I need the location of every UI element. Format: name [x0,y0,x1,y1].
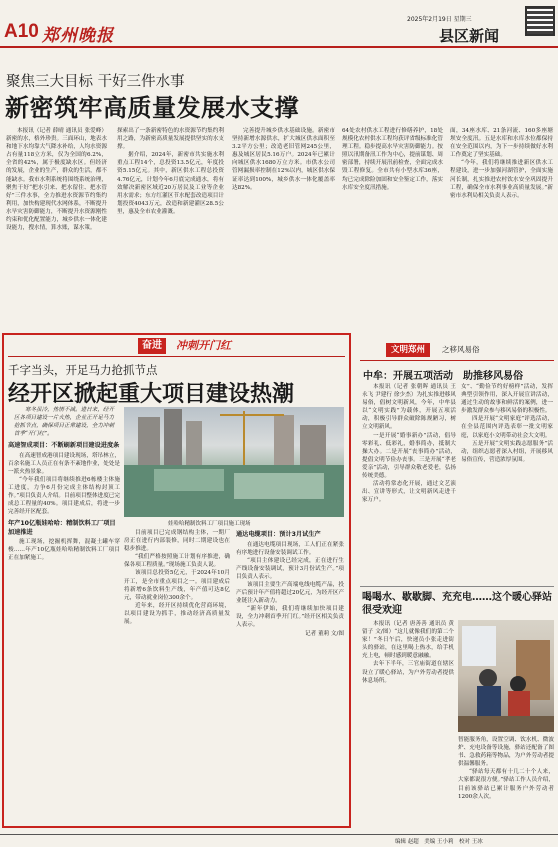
feature-subhead-1: 高速智成项目：不断刷新项目建设进度条 [8,442,120,449]
feature-photo [124,407,344,517]
building [274,415,294,465]
construction-site-photo [124,407,344,517]
story-divider [360,586,554,587]
story1-text: 本报讯（记者 张朝晖 通讯员 王永飞 尹建行 徐少杰）为扎实推进移风易俗，倡树文明新风，今年，中牟县以“文明实践”为载体，开展五项活动，积极引导群众破除陈规陋习，树立文明新风。 [362,384,456,431]
top-story-text: “今年，我们将继续推进新区供水工程建设，进一步加强河湖管护，全面实施河长制，扎实推进农村饮水安全巩固提升工程，确保全市水利事业高质量发展。”新密市水利局相关负责人表示。 [450,160,553,199]
person [510,676,526,692]
column-rule [360,360,554,361]
top-story-text: 64处农村供水工程进行修缮养护，18处规模化农村供水工程均获评省级标准化管理工程。稳步提高水旱灾害防御能力。按照以汛期备汛工作为中心，提前谋划、周密部署，持续开展汛前检查，全面完成水毁工程修复。全市共有小型水库36座，均已完成除险加固和安全鉴定工作，落实水库安全度汛措施。 [342,128,443,191]
feature-banner [138,338,280,354]
story2-col-1 [362,620,454,825]
column-banner [386,343,506,357]
building [186,421,202,465]
feature-text: 该项目总投资5亿元，于2024年10月开工，是全市重点项目之一。项目建成后将新增6条饮料生产线，年产值可达8亿元，带动就业岗位300余个。 [124,570,230,601]
building [138,417,160,465]
story1-headline: 中牟：开展五项活动 助推移风易俗 [363,371,523,382]
building [300,425,326,465]
story1-text: 五是开展“文明实践志愿服务”活动，组织志愿者深入村组，开展移风易俗宣传，营造浓厚氛围。 [461,440,553,463]
top-story-text: 完善提升城乡供水基础设施。新密市坚持新增水源供水，扩大城区供水面积至3.2平方公里；改造老旧管网245公里，惠及城区居民5.16万户。2024年已累计向城区供水1680万立方米。市供水公司管网漏损率控制在12%以内，城区供水保证率达到100%，城乡供水一体化覆盖率达82%。 [232,128,335,191]
banner-title: 冲刺开门红 [176,339,231,352]
story1-text: 一是开展“婚事新办”活动，倡导零彩礼、低彩礼，婚事简办，抵制大操大办。二是开展“丧事简办”活动，提倡文明节俭办丧事。三是开展“孝老爱亲”活动，引导群众敬老爱老，弘扬传统美德。 [362,432,456,480]
top-story-col-2 [117,127,224,327]
column-subtitle: 之移风易俗 [442,345,480,354]
newspaper-logo: 郑州晚报 [42,26,114,46]
window [462,626,496,666]
story1-text: 四是开展“文明家庭”评选活动，在全县范围内评选表彰一批文明家庭，以家庭小文明带动社会大文明。 [461,416,553,439]
banner-badge: 奋进 [138,338,166,354]
top-story-col-1 [6,127,107,327]
site-structure [234,473,324,499]
feature-text: 近年来，经开区持续优化营商环境，以项目建设为抓手，推动经济高质量发展。 [124,602,230,626]
story2-photo [458,620,554,732]
feature-text: 在高速智成港项目建设现场，塔吊林立，百余名施工人员正在有条不紊地作业，处处是一派火热景象。 [8,452,120,475]
top-story-text: 据介绍，2024年，新密市共实施水利重点工程14个，总投资13.5亿元，年度投资5.15亿元。其中，新区供水工程总投资4.76亿元，计划今年6月底完成通水，将有效解决新密区域近20万居民及工业等企业用水需求；东方红灌区节水配套改造项目计划投资4043万元，改造和新建灌区28.5公里，惠及全市农业灌溉。 [117,152,224,215]
feature-col-1 [8,406,120,824]
banner-rule [8,356,345,357]
top-story-col-4 [342,127,443,327]
section-title: 县区新闻 [439,27,500,45]
warm-station-photo [458,620,554,732]
feature-text: 目前项目已完成钢结构主体，一期厂房正在进行内部装修，同时二期建设也在稳步推进。 [124,530,230,553]
story2-text: 去年下半年，三官庙街道在辖区设立了暖心驿站，为户外劳动者提供休息场所。 [362,661,454,684]
feature-headline: 经开区掀起重大项目建设热潮 [8,381,295,407]
feature-subhead-2: 年产10亿瓶娃哈哈：精制饮料工厂项目加速推进 [8,520,116,536]
top-story-col-5 [450,127,553,327]
top-story-text: 本报讯（记者 薛晴 通讯员 张爱峰）新密的水，格外珍贵。三面环山，地表水和地下水均靠大气降水补给，人均水资源占有量118立方米，仅为全国的6.2%，全省的42%，属于极度缺水区。但经济的发展，企业的生产，群众的生活，都不能缺水。我市水利系统将围绕系统治理，聚焦干好“把水引来、把水留住、把水管好”三件水事，全力推进水资源节约集约利用，加快构建现代水网体系，不断提升水旱灾害防御能力，不断提升水资源刚性约束和优化配置能力，城乡供水一体化建设能力，搜水情，算水账，谋水策。 [6,128,107,232]
column-title: 文明郑州 [386,343,430,357]
top-story-col-3 [232,127,335,327]
feature-text: “新年伊始，我们将继续加快项目建设，全力冲刺首季开门红。”经开区相关负责人表示。 [236,606,344,629]
feature-byline: 记者 董莉 文/图 [304,630,344,637]
top-story-text: 探索出了一条新密特色的水资源节约集约利用之路，为新密高质量发展提供坚实的水支撑。 [117,128,224,151]
date-line: 2025年2月19日 星期三 [407,16,472,23]
story2-col-2 [458,736,554,826]
feature-col-3 [236,529,344,824]
story1-text: 活动将常态化开展，通过文艺演出、宣讲等形式，让文明新风走进千家万户。 [362,481,456,504]
table [458,716,554,732]
feature-lead: 寒冬虽冷，热情不减。进日来，经开区各项目建设一片火热，企业正开足马力抢抓节点，确保项目正常建设，全力冲刺首季“开门红”。 [14,407,114,437]
story2-text: 本报讯（记者 唐善善 通讯员 黄留子 文/图）“这儿就像我们的第二个家！”冬日午后，快递员小张走进街头的驿站，在这里喝上热水，给手机充上电，顿时感到暖意融融。 [362,621,454,660]
site-structure [154,469,224,491]
feature-text: “今年我们项目将继续推进6栋楼主体施工进度，力争6月份完成主体结构封顶工作。”项目负责人介绍。目前项目整体进度已完成总工程量的40%。项目建成后，将进一步完善经开区配套。 [8,476,120,516]
feature-subhead-3: 通达电缆项目：预计3月试生产 [236,531,321,538]
feature-col-2 [124,529,230,824]
story1-col-2 [461,383,553,581]
qr-code [525,6,555,36]
page-header [0,0,558,50]
story2-text: “驿站每天都有十几二十个人来，大家都说很方便。”驿站工作人员介绍，目前该驿站已累计服务户外劳动者1200余人次。 [458,769,554,800]
top-story-text: 面，34座水库、21条河流、160多座塘坝安全度汛。五是水库和水库水位都保持在安全范围以内，为下一步持续做好水利工作奠定了坚实基础。 [450,128,553,159]
top-story-headline: 新密筑牢高质量发展水支撑 [5,93,299,122]
header-rule [0,46,558,48]
feature-text: 施工现场，挖掘机挥舞，混凝土罐车穿梭……年产10亿瓶娃哈哈精制饮料工厂项目正在加紧施工。 [8,539,120,562]
top-story-kicker: 聚焦三大目标 干好三件水事 [6,74,185,90]
feature-photo-caption: 娃哈哈精制饮料工厂项目施工现场 [168,521,251,527]
story2-headline: 喝喝水、歇歇脚、充充电……这个暖心驿站很受欢迎 [362,592,552,616]
feature-text: “我们严格按照施工计划有序推进，确保各项工程质量。”现场施工负责人说。 [124,554,230,569]
page-number: A10 [4,21,39,42]
story2-text: 智能服务角，设置空调、饮水机、微波炉、充电设备等设施，驿站还配备了图书、急救药箱等物品，为户外劳动者提供温馨服务。 [458,737,554,768]
feature-text: 该项目主要生产高端电线电缆产品，投产后预计年产值将超过20亿元，为经开区产业链注入新动力。 [236,581,344,605]
footer-rule [0,834,558,835]
building [164,409,182,465]
story1-text: 女”、“勤俭节约好榜样”活动，发挥典型引领作用，深入开展宣讲活动，通过生动的故事和鲜活的案例，进一步激发群众参与移风易俗的积极性。 [461,384,553,415]
feature-text: 在通达电缆项目现场，工人们正在紧张有序地进行设备安装调试工作。 [236,541,344,556]
feature-text: “项目主体建设已经完成，正在进行生产线设备安装调试，预计3月份试生产。”项目负责人表示。 [236,557,344,580]
feature-kicker: 千字当头，开足马力抢抓节点 [8,363,158,377]
person [479,669,497,687]
footer-credits: 编辑 赵超 美编 王小莉 校对 王冰 [395,839,483,845]
story1-col-1 [362,383,456,581]
